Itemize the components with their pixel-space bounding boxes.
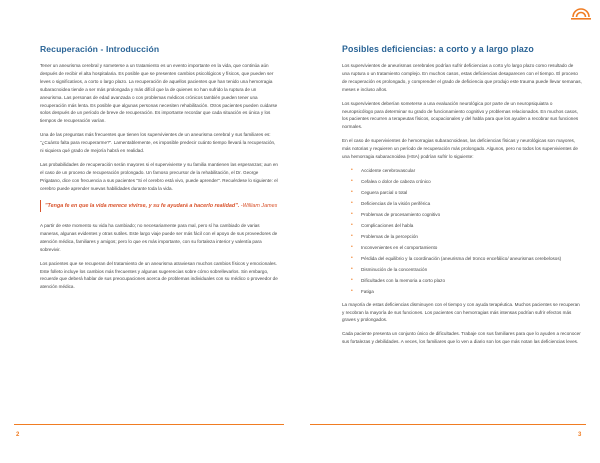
right-page-title: Posibles deficiencias: a corto y a largo plazo <box>342 44 534 54</box>
page-number-right: 3 <box>578 432 582 438</box>
right-paragraph-2: Los supervivientes deberían someterse a una evaluación neurológica por parte de un neuropsiquiatra o neuropsicólogo para determinar su grado de funcionamiento cognitivo y problemas relacionados. En muchos casos, los pacientes recurren a terapeutas físicos, ocupacionales y del habla para que los ayuden a recobrar sus funciones normales. <box>342 100 579 130</box>
list-item <box>351 189 582 197</box>
list-item <box>351 211 582 219</box>
list-item <box>351 233 582 241</box>
list-item-text: Problemas de la percepción <box>361 233 418 239</box>
bullet-icon: • <box>351 199 353 206</box>
list-item <box>351 277 582 285</box>
right-page-content <box>342 44 582 352</box>
list-item-text: Complicaciones del habla <box>361 222 414 228</box>
list-item-text: Problemas de procesamiento cognitivo <box>361 211 441 217</box>
left-paragraph-1: Tener un aneurisma cerebral y someterse a un tratamiento es un evento importante en la vida, que continúa aún después de recibir el alta hospitalaria. Es posible que se presenten cambios psicológicos y físicos, que pueden ser leves o significativos, a corto o largo plazo. La recuperación de aquellos pacientes que han tenido una hemorragia subaracnoidea tiende a ser más prolongada y más difícil que la de quienes no han sufrido la ruptura de un aneurisma. Las personas de edad avanzada o con problemas médicos crónicos también pueden tener una recuperación más lenta. Es posible que algunas personas necesiten rehabilitación. Otros pacientes pueden cuidarse solos después de un período de breve de recuperación. Es importante recordar que cada situación es única y los tiempos de recuperación varían. <box>40 63 278 124</box>
sunrise-logo-icon <box>570 5 592 21</box>
list-item-text: Disminución de la concentración <box>361 266 428 272</box>
bullet-icon: • <box>351 243 353 250</box>
left-paragraph-5: Los pacientes que se recuperan del tratamiento de un aneurisma atraviesan muchos cambios físicos y emocionales. Este folleto incluye los cambios más frecuentes y algunas sugerencias sobre cómo sobrellevarlos. Sin embargo, recuerde que deberá hablar de sus preocupaciones acerca de problemas individuales con su médico o proveedor de atención médica. <box>40 260 278 290</box>
list-item-text: Cefalea o dolor de cabeza crónico <box>361 178 431 184</box>
list-item <box>351 255 582 263</box>
footer-divider-left <box>14 424 284 425</box>
footer-divider-right <box>310 424 586 425</box>
right-paragraph-3: En el caso de supervivientes de hemorragias subaracnoideas, las deficiencias físicas y neurológicas son mayores, más notorias y requieren un período de recuperación más prolongado. Algunos, pero no todos los supervivientes de una hemorragia subaracnoidea (HSA) podrían sufrir lo siguiente: <box>342 138 578 160</box>
list-item <box>351 200 582 208</box>
bullet-icon: • <box>351 210 353 217</box>
right-paragraph-1: Los supervivientes de aneurismas cerebrales podrían sufrir deficiencias a corto y/o largo plazo como resultado de una ruptura o un tratamiento complejo. En muchos casos, estas deficiencias desaparecen con el tiempo. El proceso de recuperación es prolongado, y comprender el grado de deficiencia que produjo este trauma puede llevar semanas, meses e incluso años. <box>342 63 582 92</box>
list-item <box>351 288 582 296</box>
quote-attribution: -William James <box>239 202 278 209</box>
bullet-icon: • <box>351 287 353 294</box>
bullet-icon: • <box>351 221 353 228</box>
list-item-text: Accidente cerebrovascular <box>361 167 416 173</box>
list-item-text: Deficiencias de la visión periférica <box>361 200 431 206</box>
left-paragraph-2: Una de las preguntas más frecuentes que tienen los supervivientes de un aneurisma cerebral y sus familiares es: "¿Cuánto falta para recuperarme?". Lamentablemente, es imposible predecir cuánto tiempo llevará la recuperación, ni siquiera qué grado de mejoría habrá en realidad. <box>40 132 276 154</box>
list-item <box>351 178 582 186</box>
list-item-text: Dificultades con la memoria a corto plazo <box>361 277 446 283</box>
bullet-icon: • <box>351 166 353 173</box>
quote-body: "Tenga fe en que la vida merece vivirse, y su fe ayudará a hacerlo realidad". <box>45 202 240 209</box>
list-item <box>351 167 582 175</box>
bullet-icon: • <box>351 276 353 283</box>
list-item-text: Inconvenientes en el comportamiento <box>361 244 438 250</box>
pull-quote <box>40 200 280 212</box>
bullet-icon: • <box>351 254 353 261</box>
left-paragraph-4: A partir de este momento su vida ha cambiado; no necesariamente para mal, pero sí ha cambiado de varias maneras, algunas evidentes y otras sutiles. Este largo viaje puede ser más fácil con el apoyo de sus proveedores de atención médica, familiares y amigos; pero lo que es más importante, con su fortaleza interior y valentía para sobrevivir. <box>40 223 278 252</box>
list-item-text: Pérdida del equilibrio y la coordinación (aneurisma del tronco encefálico/ aneurismas cerebelosos) <box>361 255 562 261</box>
bullet-icon: • <box>351 188 353 195</box>
page-number-left: 2 <box>16 432 20 438</box>
list-item <box>351 266 582 274</box>
list-item-text: Fatiga <box>361 288 374 294</box>
right-page <box>300 0 600 463</box>
right-paragraph-4: La mayoría de estas deficiencias disminuyen con el tiempo y con ayuda terapéutica. Muchos pacientes se recuperan y recobran la mayoría de sus funciones. Los pacientes con hemorragias más intensas podrían sufrir efectos más graves y prolongados. <box>342 301 580 323</box>
list-item-text: Ceguera parcial o total <box>361 189 408 195</box>
left-paragraph-3: Las probabilidades de recuperación serán mayores si el superviviente y su familia mantienen las esperanzas; aun en el caso de un proceso de recuperación prolongado. Un famoso precursor de la rehabilitación, el Dr. George Prigatano, dice con frecuencia a sus pacientes "Si el cerebro está vivo, puede aprender". Recuérdese lo siguiente: el cerebro puede aprender nuevas habilidades durante toda la vida. <box>40 161 278 191</box>
bullet-icon: • <box>351 232 353 239</box>
right-paragraph-5: Cada paciente presenta un conjunto único de dificultades. Trabaje con sus familiares para que lo ayuden a reconocer sus fortalezas y debilidades. A veces, los familiares que lo ven a diario son los que más notan las deficiencias leves. <box>342 331 581 345</box>
list-item <box>351 244 582 252</box>
list-item <box>351 222 582 230</box>
bullet-icon: • <box>351 177 353 184</box>
left-page-title: Recuperación - Introducción <box>40 44 160 54</box>
deficits-list <box>342 167 582 296</box>
left-page-content <box>40 44 280 297</box>
bullet-icon: • <box>351 265 353 272</box>
quote-text <box>45 202 280 210</box>
